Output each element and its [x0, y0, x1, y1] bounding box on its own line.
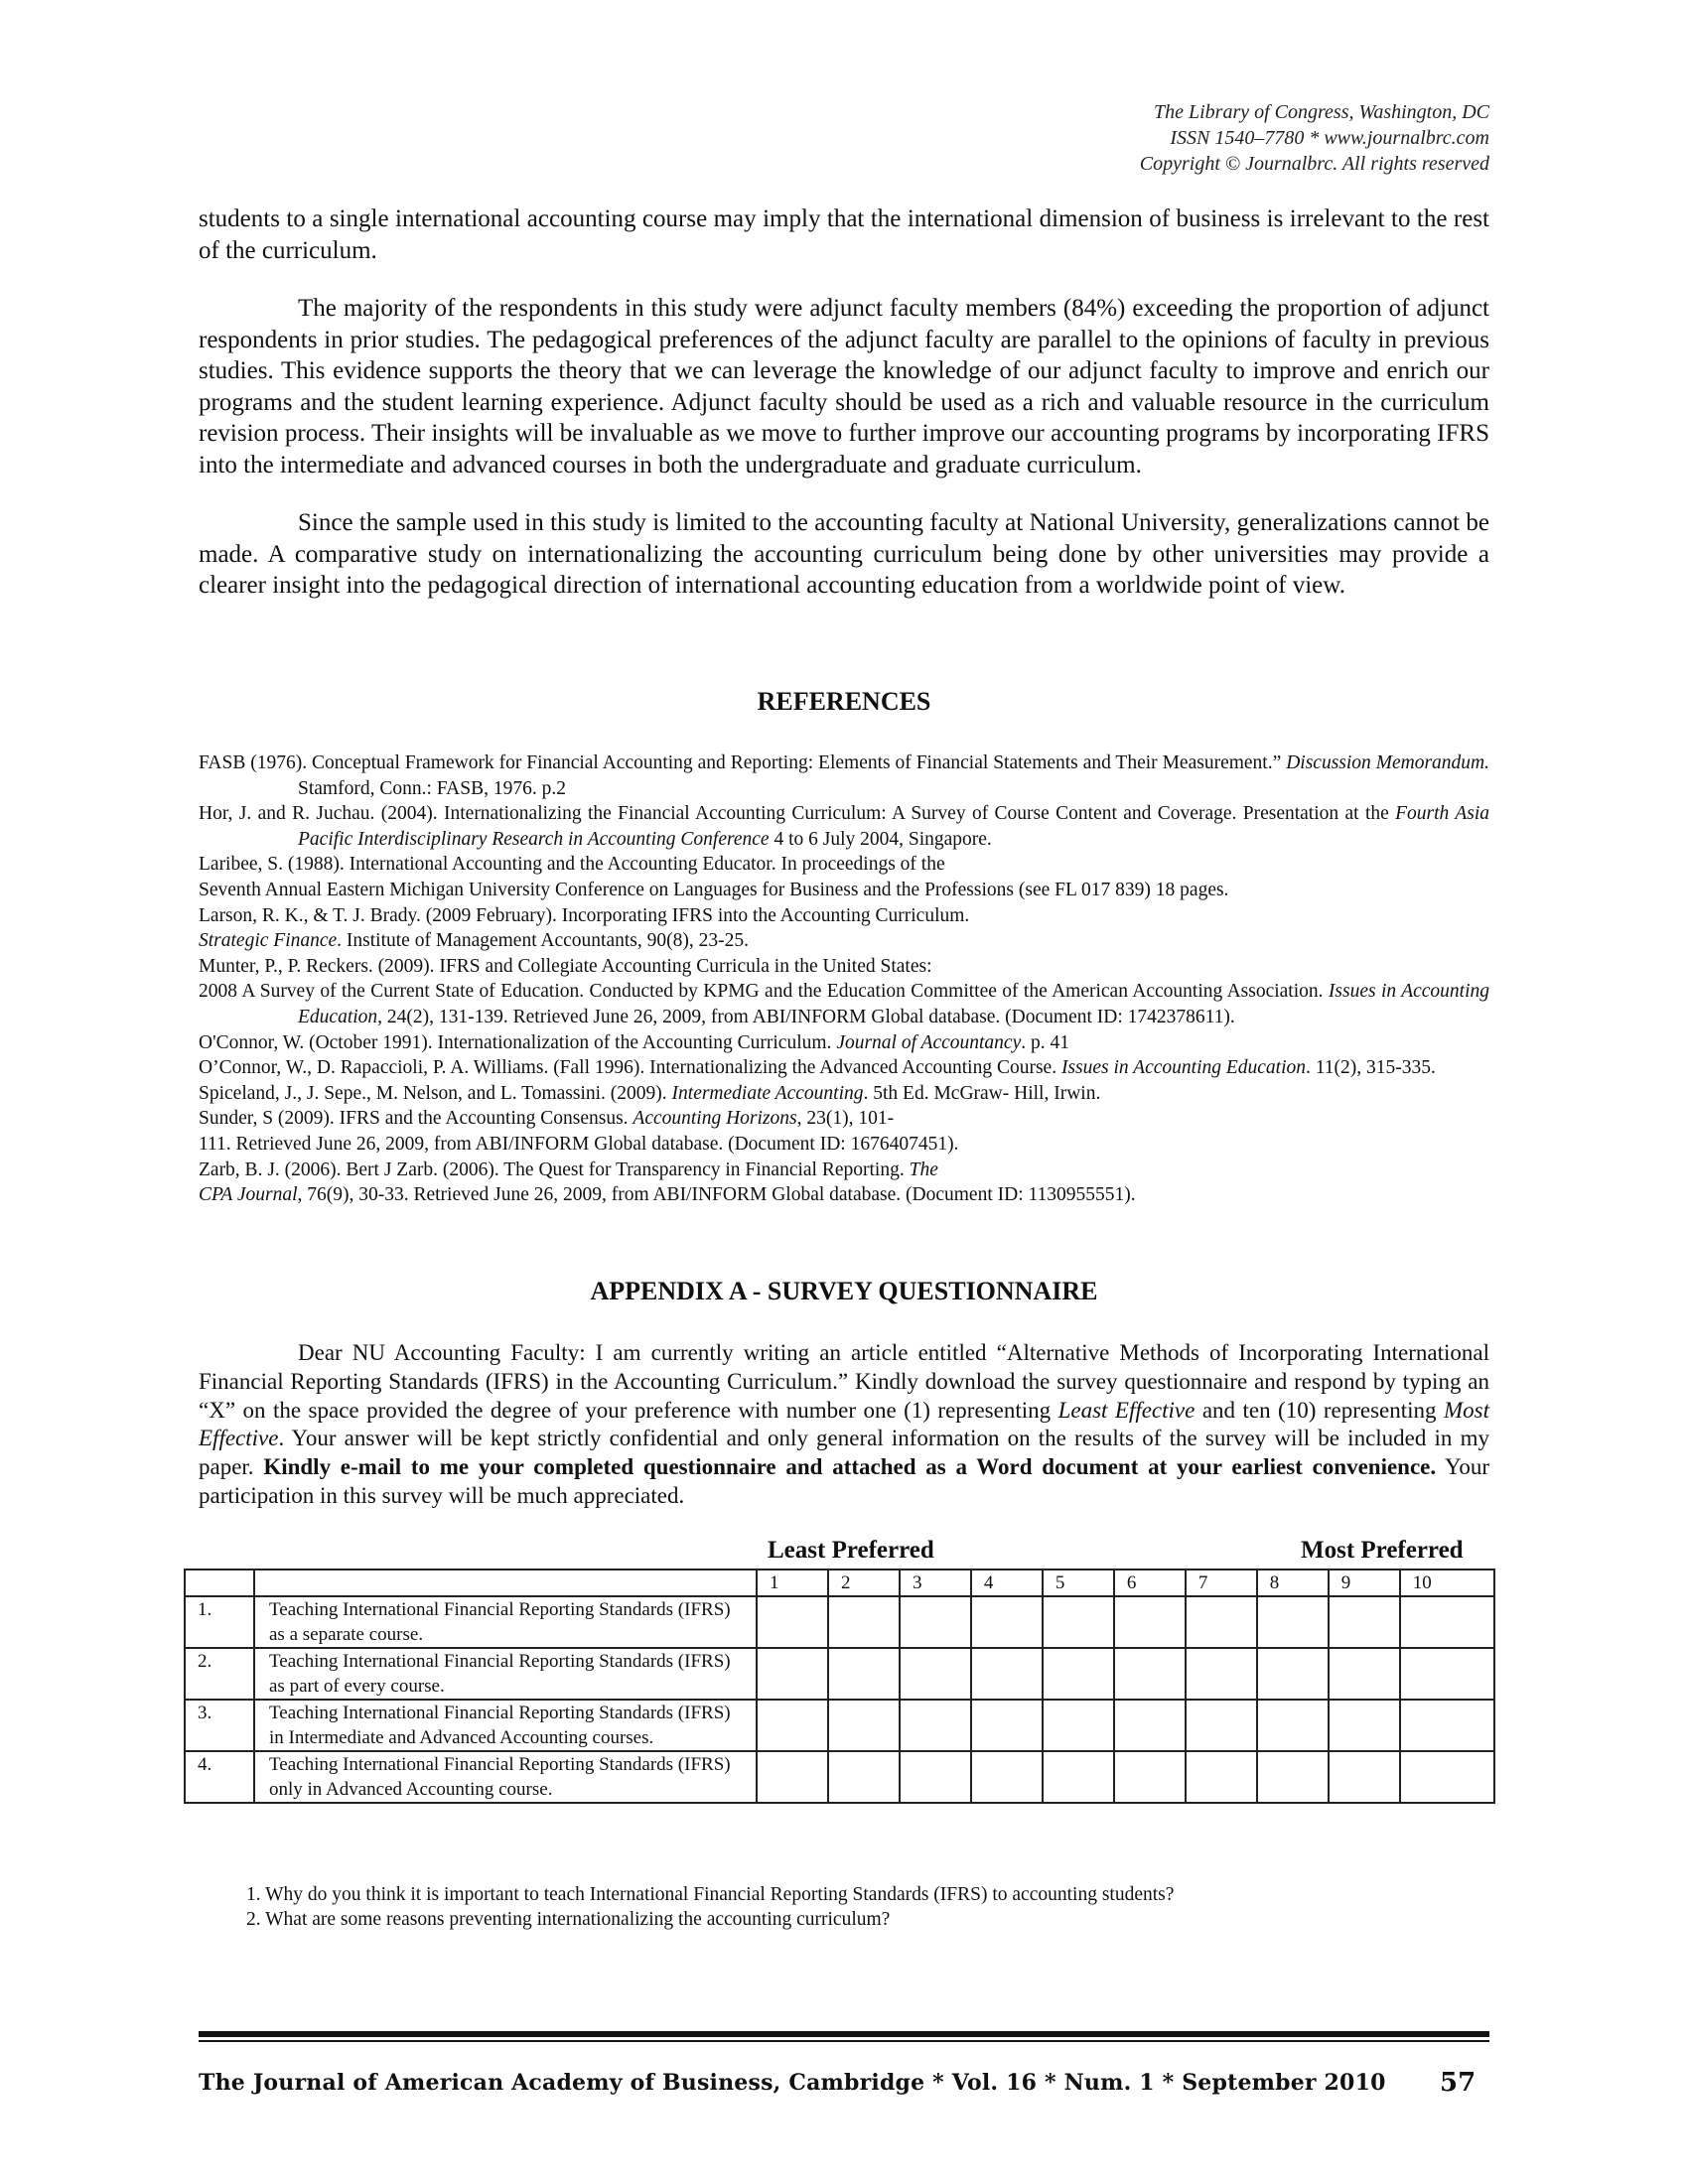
page-number: 57 — [1440, 2068, 1477, 2098]
references-list — [199, 751, 1489, 1208]
rating-cell[interactable] — [1043, 1751, 1114, 1803]
paragraph: students to a single international accounting course may imply that the international dimension of business is irrelevant to the rest of the curriculum. — [199, 205, 1489, 264]
appendix-emphasis: Least Effective — [1057, 1397, 1196, 1423]
row-number: 1. — [185, 1596, 254, 1648]
appendix-text: Dear NU Accounting Faculty: I am currently writing an article entitled “Alternative Methods of Incorporating International Financial Reporting Standards (IFRS) in the Accounting Curriculum.” Kindly download the survey questionnaire and respond by typing an “X” on the space provided the degree of your preference with number one (1) representing — [199, 1340, 1489, 1423]
ref-text: O'Connor, W. (October 1991). Internationalization of the Accounting Curriculum. — [199, 1031, 837, 1053]
reference-item — [199, 1182, 1489, 1208]
rating-cell[interactable] — [757, 1751, 828, 1803]
references-heading: REFERENCES — [757, 687, 931, 716]
rating-cell[interactable] — [828, 1648, 900, 1700]
scale-label: 1 — [757, 1570, 828, 1596]
rating-cell[interactable] — [1186, 1648, 1257, 1700]
rating-cell[interactable] — [828, 1700, 900, 1751]
row-statement: Teaching International Financial Reporting Standards (IFRS) as a separate course. — [254, 1596, 757, 1648]
rating-cell[interactable] — [971, 1596, 1043, 1648]
rating-cell[interactable] — [757, 1596, 828, 1648]
scale-label: 6 — [1114, 1570, 1186, 1596]
ref-source: Intermediate Accounting — [671, 1082, 864, 1104]
header-cell — [185, 1570, 254, 1596]
question-2: 2. What are some reasons preventing internationalizing the accounting curriculum? — [246, 1909, 891, 1930]
ref-text: , 76(9), 30-33. Retrieved June 26, 2009, from ABI/INFORM Global database. (Document ID: 1130955551). — [297, 1184, 1136, 1206]
rating-cell[interactable] — [757, 1700, 828, 1751]
rating-cell[interactable] — [1043, 1596, 1114, 1648]
ref-text: FASB (1976). Conceptual Framework for Financial Accounting and Reporting: Elements of Financial Statements and Their Measurement.” — [199, 752, 1282, 773]
scale-label: 7 — [1186, 1570, 1257, 1596]
ref-text: O’Connor, W., D. Rapaccioli, P. A. Williams. (Fall 1996). Internationalizing the Advanced Accounting Course. — [199, 1057, 1061, 1079]
scale-header-row — [185, 1570, 1494, 1596]
reference-item — [199, 1106, 1489, 1132]
rating-cell[interactable] — [1114, 1700, 1186, 1751]
row-statement: Teaching International Financial Reporting Standards (IFRS) in Intermediate and Advanced Accounting courses. — [254, 1700, 757, 1751]
ref-text: , 24(2), 131-139. Retrieved June 26, 2009, from ABI/INFORM Global database. (Document ID: 1742378611). — [377, 1006, 1235, 1027]
rating-cell[interactable] — [757, 1648, 828, 1700]
rating-cell[interactable] — [1329, 1700, 1400, 1751]
ref-source: CPA Journal — [199, 1184, 298, 1206]
appendix-intro — [199, 1339, 1489, 1511]
ref-source: Strategic Finance — [199, 930, 338, 952]
ref-text: . 11(2), 315-335. — [1306, 1057, 1436, 1079]
paragraph: The majority of the respondents in this study were adjunct faculty members (84%) exceeding the proportion of adjunct respondents in prior studies. The pedagogical preferences of the adjunct faculty are parallel to the opinions of faculty in previous studies. This evidence supports the theory that we can leverage the knowledge of our adjunct faculty to improve and enrich our programs and the student learning experience. Adjunct faculty should be used as a rich and valuable resource in the curriculum revision process. Their insights will be invaluable as we move to further improve our accounting programs by incorporating IFRS into the intermediate and advanced courses in both the undergraduate and graduate curriculum. — [199, 295, 1489, 478]
reference-item — [199, 979, 1489, 1029]
rating-cell[interactable] — [1043, 1648, 1114, 1700]
rating-cell[interactable] — [828, 1751, 900, 1803]
most-preferred-label: Most Preferred — [1301, 1537, 1464, 1564]
ref-text: . p. 41 — [1021, 1031, 1069, 1053]
table-row — [185, 1596, 1494, 1648]
rating-cell[interactable] — [1257, 1648, 1329, 1700]
rating-cell[interactable] — [1114, 1648, 1186, 1700]
ref-source: Issues in Accounting Education — [298, 981, 1489, 1027]
appendix-text: Your participation in this survey will be much appreciated. — [199, 1454, 1489, 1508]
scale-label: 8 — [1257, 1570, 1329, 1596]
ref-text: Zarb, B. J. (2006). Bert J Zarb. (2006). The Quest for Transparency in Financial Reporting. — [199, 1159, 910, 1180]
ref-source: Journal of Accountancy — [836, 1031, 1022, 1053]
survey-table — [184, 1569, 1495, 1804]
masthead — [1140, 99, 1489, 177]
ref-text: Sunder, S (2009). IFRS and the Accounting Consensus. — [199, 1108, 633, 1130]
row-statement: Teaching International Financial Reporting Standards (IFRS) as part of every course. — [254, 1648, 757, 1700]
ref-text: , 23(1), 101- — [796, 1108, 895, 1130]
rating-cell[interactable] — [900, 1751, 971, 1803]
least-preferred-label: Least Preferred — [768, 1537, 934, 1564]
rating-cell[interactable] — [1257, 1700, 1329, 1751]
rating-cell[interactable] — [1043, 1700, 1114, 1751]
ref-source: Discussion Memorandum. — [1286, 752, 1489, 773]
table-row — [185, 1700, 1494, 1751]
footer-rule — [199, 2031, 1489, 2037]
row-number: 3. — [185, 1700, 254, 1751]
masthead-library: The Library of Congress, Washington, DC — [1153, 101, 1489, 123]
reference-item — [199, 1158, 1489, 1183]
reference-item — [199, 928, 1489, 954]
row-number: 4. — [185, 1751, 254, 1803]
rating-cell[interactable] — [828, 1596, 900, 1648]
rating-cell[interactable] — [1114, 1596, 1186, 1648]
appendix-bold-request: Kindly e-mail to me your completed questionnaire and attached as a Word document at your earliest convenience. — [263, 1454, 1437, 1480]
ref-source: Fourth Asia Pacific Interdisciplinary Research in Accounting Conference — [298, 803, 1489, 850]
rating-cell[interactable] — [1257, 1751, 1329, 1803]
table-row — [185, 1751, 1494, 1803]
rating-cell[interactable] — [971, 1648, 1043, 1700]
header-cell — [254, 1570, 757, 1596]
ref-source: Issues in Accounting Education — [1060, 1057, 1307, 1079]
scale-label: 5 — [1043, 1570, 1114, 1596]
rating-cell[interactable] — [1114, 1751, 1186, 1803]
reference-item — [199, 1081, 1489, 1107]
masthead-copyright: Copyright © Journalbrc. All rights reserved — [1139, 153, 1489, 175]
scale-label: 3 — [900, 1570, 971, 1596]
rating-cell[interactable] — [1400, 1751, 1494, 1803]
rating-cell[interactable] — [1400, 1648, 1494, 1700]
rating-cell[interactable] — [1400, 1700, 1494, 1751]
journal-footer: The Journal of American Academy of Business, Cambridge * Vol. 16 * Num. 1 * September 2010 — [199, 2070, 1386, 2096]
ref-text: . 5th Ed. McGraw- Hill, Irwin. — [863, 1082, 1101, 1104]
ref-source: Accounting Horizons — [633, 1108, 797, 1130]
rating-cell[interactable] — [1186, 1700, 1257, 1751]
scale-label: 10 — [1400, 1570, 1494, 1596]
ref-text: Spiceland, J., J. Sepe., M. Nelson, and L. Tomassini. (2009). — [199, 1082, 672, 1104]
scale-label: 4 — [971, 1570, 1043, 1596]
rating-cell[interactable] — [900, 1596, 971, 1648]
ref-text: 4 to 6 July 2004, Singapore. — [769, 828, 992, 850]
masthead-issn: ISSN 1540–7780 * www.journalbrc.com — [1170, 127, 1489, 149]
reference-item: Munter, P., P. Reckers. (2009). IFRS and Collegiate Accounting Curricula in the United States: — [199, 955, 932, 977]
rating-cell[interactable] — [900, 1648, 971, 1700]
ref-text: Stamford, Conn.: FASB, 1976. p.2 — [298, 777, 566, 799]
ref-text: Hor, J. and R. Juchau. (2004). Internationalizing the Financial Accounting Curriculum: A Survey of Course Content and Coverage. Presentation at the — [199, 803, 1396, 825]
body-text — [199, 204, 1489, 628]
reference-item: Laribee, S. (1988). International Accounting and the Accounting Educator. In proceedings of the — [199, 854, 945, 876]
scale-label: 2 — [828, 1570, 900, 1596]
ref-text: . Institute of Management Accountants, 90(8), 23-25. — [337, 930, 749, 952]
rating-cell[interactable] — [1329, 1596, 1400, 1648]
open-questions — [246, 1882, 1174, 1932]
row-number: 2. — [185, 1648, 254, 1700]
reference-item: 111. Retrieved June 26, 2009, from ABI/INFORM Global database. (Document ID: 1676407451). — [199, 1133, 959, 1155]
reference-item — [199, 801, 1489, 852]
rating-cell[interactable] — [1257, 1596, 1329, 1648]
scale-label: 9 — [1329, 1570, 1400, 1596]
appendix-emphasis: Most Effective — [199, 1397, 1489, 1451]
ref-source: The — [909, 1159, 938, 1180]
rating-cell[interactable] — [1400, 1596, 1494, 1648]
rating-cell[interactable] — [1186, 1751, 1257, 1803]
row-statement: Teaching International Financial Reporting Standards (IFRS) only in Advanced Accounting course. — [254, 1751, 757, 1803]
appendix-text: . Your answer will be kept strictly confidential and only general information on the results of the survey will be included in my paper. — [199, 1426, 1489, 1480]
rating-cell[interactable] — [1186, 1596, 1257, 1648]
reference-item — [199, 1055, 1489, 1081]
footer-rule-thin — [199, 2040, 1489, 2042]
reference-item: Larson, R. K., & T. J. Brady. (2009 February). Incorporating IFRS into the Accounting Curriculum. — [199, 904, 970, 926]
rating-cell[interactable] — [971, 1751, 1043, 1803]
reference-item — [199, 751, 1489, 801]
paragraph: Since the sample used in this study is limited to the accounting faculty at National University, generalizations cannot be made. A comparative study on internationalizing the accounting curriculum being done by other universities may provide a clearer insight into the pedagogical direction of international accounting education from a worldwide point of view. — [199, 509, 1489, 599]
rating-cell[interactable] — [1329, 1751, 1400, 1803]
table-row — [185, 1648, 1494, 1700]
reference-item — [199, 1030, 1489, 1056]
rating-cell[interactable] — [971, 1700, 1043, 1751]
rating-cell[interactable] — [900, 1700, 971, 1751]
rating-cell[interactable] — [1329, 1648, 1400, 1700]
appendix-heading: APPENDIX A - SURVEY QUESTIONNAIRE — [590, 1277, 1098, 1305]
appendix-paragraph — [199, 1339, 1489, 1511]
ref-text: 2008 A Survey of the Current State of Education. Conducted by KPMG and the Education Committee of the American Accounting Association. — [199, 981, 1329, 1003]
reference-item: Seventh Annual Eastern Michigan University Conference on Languages for Business and the Professions (see FL 017 839) 18 pages. — [199, 879, 1229, 900]
appendix-text: and ten (10) representing — [1195, 1397, 1444, 1423]
question-1: 1. Why do you think it is important to teach International Financial Reporting Standards (IFRS) to accounting students? — [246, 1884, 1175, 1905]
